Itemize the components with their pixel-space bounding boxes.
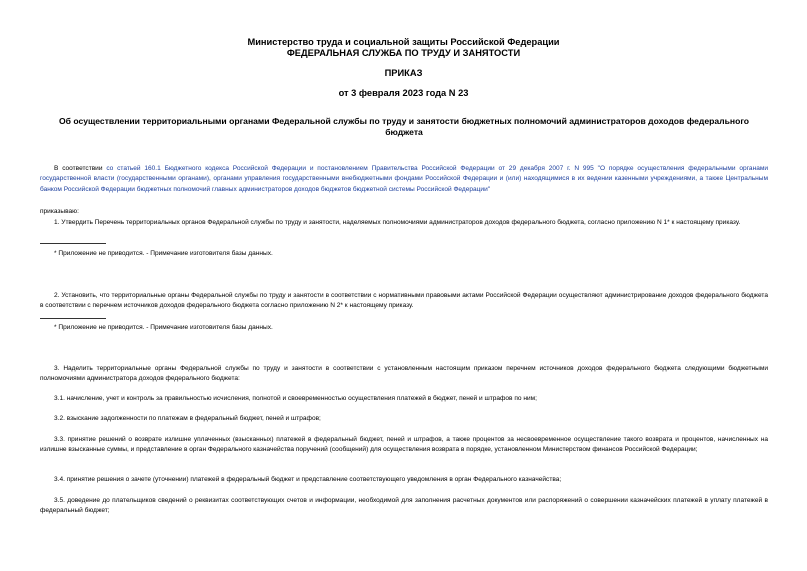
- preamble: [40, 164, 768, 195]
- footnote-2: * Приложение не приводится. - Примечание изготовителя базы данных.: [54, 324, 273, 331]
- service-name: ФЕДЕРАЛЬНАЯ СЛУЖБА ПО ТРУДУ И ЗАНЯТОСТИ: [286, 48, 521, 58]
- item-3-2: 3.2. взыскание задолженности по платежам в федеральный бюджет, пеней и штрафов;: [54, 415, 321, 422]
- item-3: 3. Наделить территориальные органы Федеральной службы по труду и занятости в соответствии с установленным настоящим приказом перечнем источников доходов федерального бюджета следующими бюджетными полномочиями администратора доходов федерального бюджета:: [40, 365, 768, 383]
- document-type: ПРИКАЗ: [384, 68, 423, 78]
- ministry-name: Министерство труда и социальной защиты Российской Федерации: [247, 37, 560, 47]
- item-2: 2. Установить, что территориальные органы Федеральной службы по труду и занятости в соответствии с нормативными правовыми актами Российской Федерации осуществляют администрирование доходов федерального бюджета в соответствии с перечнем источников доходов федерального бюджета согласно приложению N 2* к настоящему приказу.: [40, 292, 768, 310]
- footnote-divider: [40, 243, 106, 244]
- preamble-prefix: В соответствии: [54, 165, 107, 172]
- order-word: приказываю:: [40, 208, 79, 215]
- item-3-5: 3.5. доведение до плательщиков сведений о реквизитах соответствующих счетов и информации, необходимой для заполнения расчетных документов или распоряжений о совершении казначейских платежей в уплату платежей в федеральный бюджет;: [40, 497, 768, 515]
- item-1: 1. Утвердить Перечень территориальных органов Федеральной службы по труду и занятости, наделяемых полномочиями администраторов доходов федерального бюджета, согласно приложению N 1* к настоящему приказу.: [54, 219, 741, 226]
- legal-reference-link[interactable]: со статьей 160.1 Бюджетного кодекса Российской Федерации и постановлением Правительства Российской Федерации от 29 декабря 2007 г. N 995 "О порядке осуществления федеральными органами государственной власти (государственными органами), органами управления государственными внебюджетными фондами Российской Федерации и (или) находящимися в их ведении казенными учреждениями, а также Центральным банком Российской Федерации бюджетных полномочий главных администраторов доходов бюджетов бюджетной системы Российской Федерации": [40, 165, 768, 193]
- item-3-3: 3.3. принятие решений о возврате излишне уплаченных (взысканных) платежей в федеральный бюджет, пеней и штрафов, а также процентов за несвоевременное осуществление такого возврата и процентов, начисленных на излишне взысканные суммы, и представление в орган Федерального казначейства поручений (сообщений) для осуществления возврата в порядке, установленном Министерством финансов Российской Федерации;: [40, 436, 768, 454]
- footnote-1: * Приложение не приводится. - Примечание изготовителя базы данных.: [54, 250, 273, 257]
- item-3-1: 3.1. начисление, учет и контроль за правильностью исчисления, полнотой и своевременностью осуществления платежей в бюджет, пеней и штрафов по ним;: [54, 395, 537, 402]
- document-date-number: от 3 февраля 2023 года N 23: [338, 88, 469, 98]
- item-3-4: 3.4. принятие решения о зачете (уточнении) платежей в федеральный бюджет и представление соответствующего уведомления в орган Федерального казначейства;: [54, 476, 562, 483]
- document-title: Об осуществлении территориальными органами Федеральной службы по труду и занятости бюджетных полномочий администраторов доходов федерального бюджета: [58, 116, 750, 137]
- footnote-divider: [40, 318, 106, 319]
